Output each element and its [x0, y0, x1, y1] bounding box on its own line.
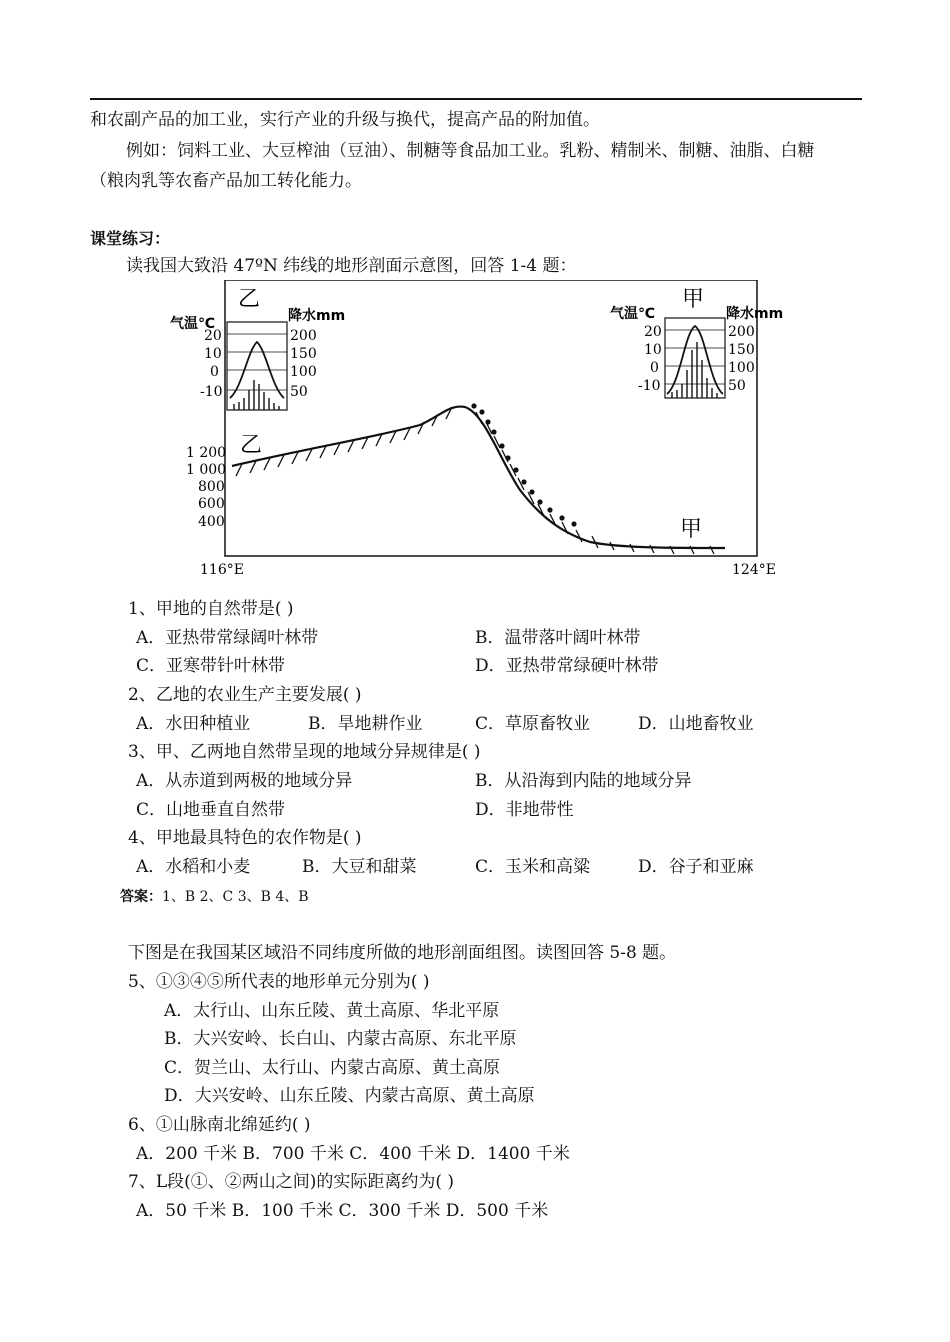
- left-precip-axis-label: 降水mm: [288, 308, 346, 324]
- right-temp-tick: 20: [644, 324, 662, 340]
- left-precip-tick: 150: [290, 346, 317, 362]
- q2-option-a: A．水田种植业: [136, 714, 251, 734]
- question-5: 5、①③④⑤所代表的地形单元分别为( ): [128, 972, 430, 992]
- terrain-hatching: [236, 407, 714, 554]
- question-4: 4、甲地最具特色的农作物是( ): [128, 828, 362, 848]
- climograph-left: [170, 287, 345, 410]
- q1-option-a: A．亚热带常绿阔叶林带: [136, 628, 319, 648]
- question-7: 7、L段(①、②两山之间)的实际距离约为( ): [128, 1172, 455, 1192]
- q4-option-c: C．玉米和高粱: [475, 857, 591, 877]
- right-precip-tick: 50: [728, 378, 746, 394]
- climograph-right-label: 甲: [682, 287, 705, 312]
- right-temp-tick: 10: [644, 342, 662, 358]
- q3-option-c: C．山地垂直自然带: [136, 800, 286, 820]
- q5-option-c: C．贺兰山、太行山、内蒙古高原、黄土高原: [164, 1058, 501, 1078]
- q1-option-b: B．温带落叶阔叶林带: [475, 628, 641, 648]
- right-precip-tick: 100: [728, 360, 755, 376]
- profile-label-right: 甲: [680, 517, 703, 542]
- q2-option-d: D．山地畜牧业: [638, 714, 754, 734]
- left-temp-tick: -10: [200, 384, 223, 400]
- q3-option-a: A．从赤道到两极的地域分异: [136, 771, 353, 791]
- left-precip-tick: 200: [290, 328, 317, 344]
- q5-option-b: B．大兴安岭、长白山、内蒙古高原、东北平原: [164, 1029, 517, 1049]
- intro-line-2: 例如：饲料工业、大豆榨油（豆油）、制糖等食品加工业。乳粉、精制米、制糖、油脂、白糖: [126, 141, 815, 161]
- profile-label-left: 乙: [240, 433, 263, 458]
- elevation-tick: 600: [198, 496, 225, 512]
- left-temp-axis-label: 气温℃: [170, 316, 215, 332]
- right-temp-tick: 0: [650, 360, 659, 376]
- left-temp-tick: 10: [204, 346, 222, 362]
- prompt-1: 读我国大致沿 47ºN 纬线的地形剖面示意图，回答 1-4 题：: [126, 256, 577, 276]
- left-precip-tick: 50: [290, 384, 308, 400]
- elevation-tick: 400: [198, 514, 225, 530]
- prompt-2: 下图是在我国某区域沿不同纬度所做的地形剖面组图。读图回答 5-8 题。: [128, 943, 677, 963]
- left-temp-tick: 20: [204, 328, 222, 344]
- right-temp-tick: -10: [638, 378, 661, 394]
- q1-option-c: C．亚寒带针叶林带: [136, 656, 286, 676]
- question-2: 2、乙地的农业生产主要发展( ): [128, 685, 362, 705]
- terrain-profile-line: [232, 407, 725, 548]
- intro-line-3: （粮肉乳等农畜产品加工转化能力。: [90, 171, 362, 191]
- q4-option-b: B．大豆和甜菜: [302, 857, 417, 877]
- forest-dots: [471, 403, 576, 526]
- elevation-tick: 1 000: [186, 462, 227, 478]
- question-1: 1、甲地的自然带是( ): [128, 599, 294, 619]
- q5-option-d: D．大兴安岭、山东丘陵、内蒙古高原、黄土高原: [164, 1086, 535, 1106]
- right-precip-tick: 200: [728, 324, 755, 340]
- answer-key: [120, 886, 309, 908]
- answer-label: 答案：: [120, 889, 162, 905]
- answer-text: 1、B 2、C 3、B 4、B: [162, 889, 309, 905]
- elevation-tick: 800: [198, 479, 225, 495]
- header-rule: [90, 98, 862, 100]
- q4-option-d: D．谷子和亚麻: [638, 857, 754, 877]
- left-temp-tick: 0: [210, 364, 219, 380]
- left-precip-tick: 100: [290, 364, 317, 380]
- q3-option-b: B．从沿海到内陆的地域分异: [475, 771, 692, 791]
- intro-line-1: 和农副产品的加工业，实行产业的升级与换代，提高产品的附加值。: [90, 110, 600, 130]
- right-precip-axis-label: 降水mm: [726, 306, 784, 322]
- right-temp-axis-label: 气温℃: [610, 306, 655, 322]
- section-title: 课堂练习：: [90, 229, 171, 248]
- q4-option-a: A．水稻和小麦: [136, 857, 251, 877]
- question-3: 3、甲、乙两地自然带呈现的地域分异规律是( ): [128, 742, 481, 762]
- q6-options: A．200 千米 B．700 千米 C．400 千米 D．1400 千米: [136, 1144, 570, 1164]
- climograph-left-label: 乙: [238, 287, 261, 312]
- longitude-right: 124°E: [732, 562, 776, 578]
- q5-option-a: A．太行山、山东丘陵、黄土高原、华北平原: [164, 1001, 500, 1021]
- question-6: 6、①山脉南北绵延约( ): [128, 1115, 311, 1135]
- q3-option-d: D．非地带性: [475, 800, 574, 820]
- right-precip-tick: 150: [728, 342, 755, 358]
- elevation-tick: 1 200: [186, 445, 227, 461]
- q2-option-c: C．草原畜牧业: [475, 714, 591, 734]
- longitude-left: 116°E: [200, 562, 244, 578]
- q2-option-b: B．旱地耕作业: [308, 714, 423, 734]
- q7-options: A．50 千米 B．100 千米 C．300 千米 D．500 千米: [136, 1201, 549, 1221]
- terrain-profile-figure: [160, 280, 800, 580]
- q1-option-d: D．亚热带常绿硬叶林带: [475, 656, 659, 676]
